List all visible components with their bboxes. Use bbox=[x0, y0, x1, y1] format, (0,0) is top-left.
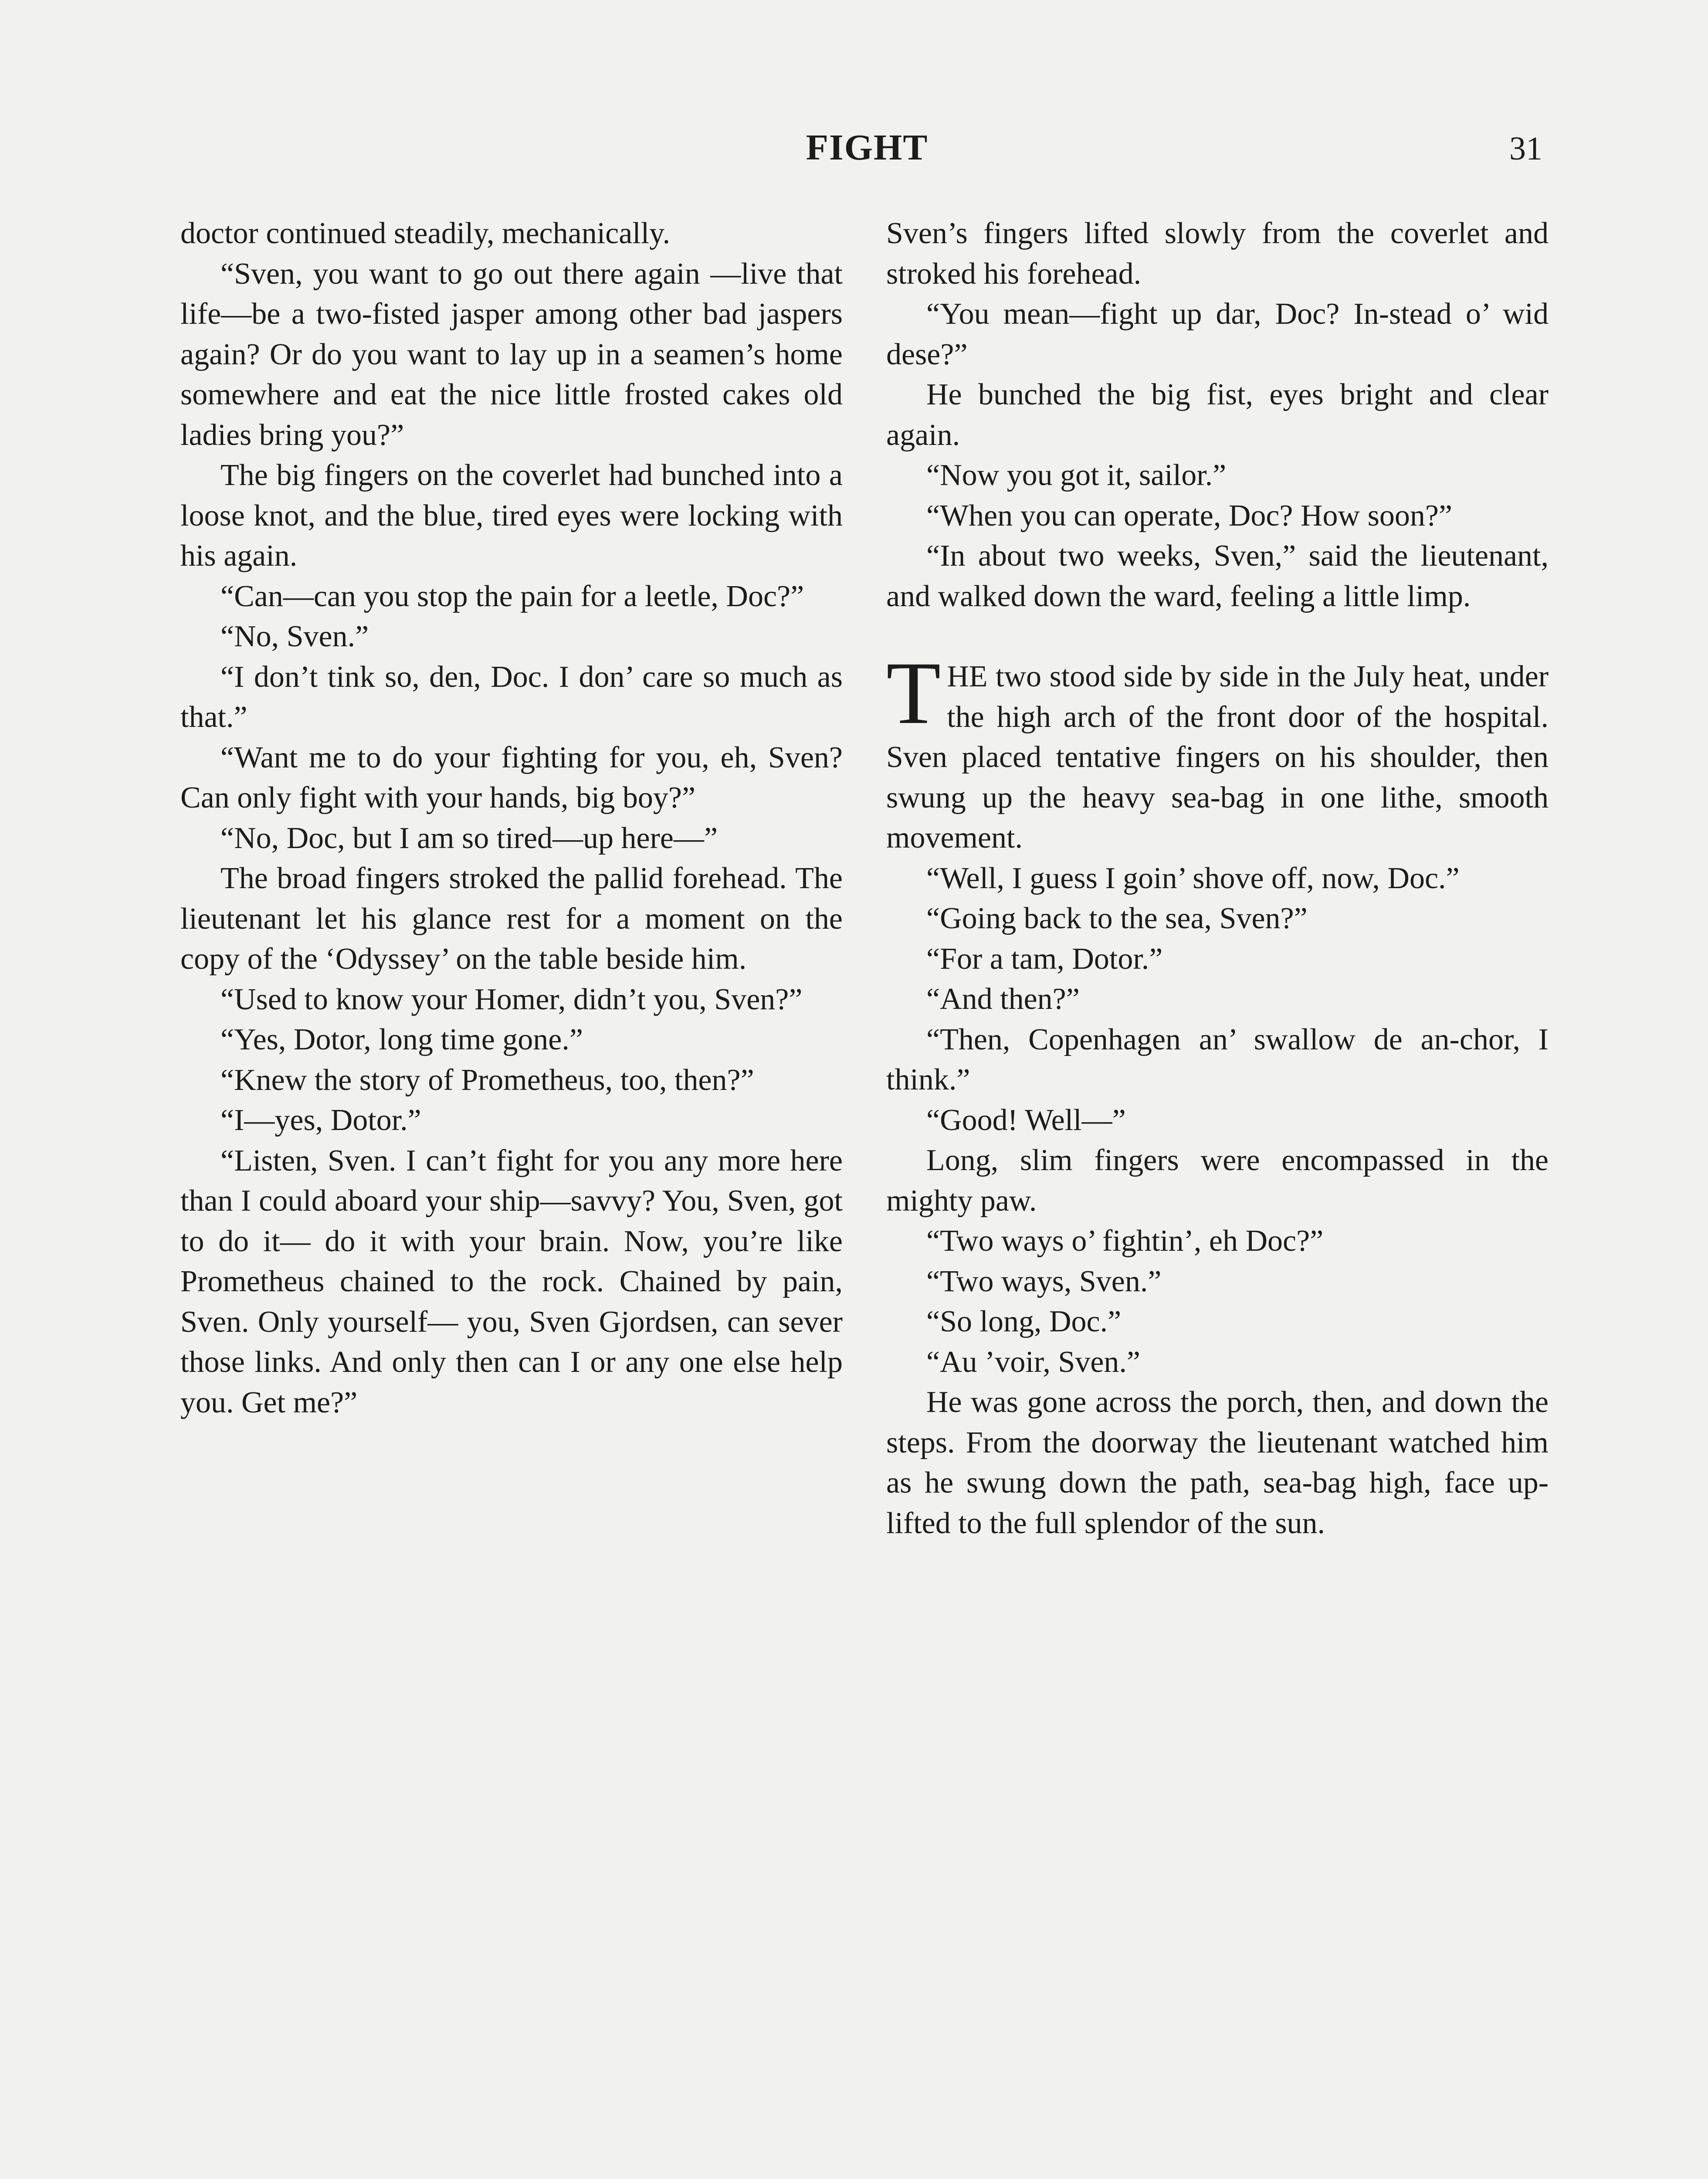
paragraph: “I don’t tink so, den, Doc. I don’ care so much as that.” bbox=[180, 660, 843, 734]
paragraph: “Can—can you stop the pain for a leetle, Doc?” bbox=[220, 579, 804, 613]
paragraph: “You mean—fight up dar, Doc? In-stead o’ wid dese?” bbox=[886, 297, 1549, 371]
paragraph: The big fingers on the coverlet had bunched into a loose knot, and the blue, tired eyes were locking with his again. bbox=[180, 458, 843, 573]
paragraph: “Listen, Sven. I can’t fight for you any more here than I could aboard your ship—savvy? You, Sven, got to do it— do it with your brain. Now, you’re like Prometheus chained to the rock. Chained by pain, Sven. Only yourself— you, Sven Gjordsen, can sever those links. And only then can I or any one else help you. Get me?” bbox=[180, 1144, 843, 1419]
paragraph: “No, Sven.” bbox=[220, 620, 369, 653]
paragraph: “Used to know your Homer, didn’t you, Sven?” bbox=[220, 982, 803, 1016]
paragraph: “Two ways, Sven.” bbox=[926, 1264, 1162, 1298]
drop-cap: T bbox=[886, 644, 941, 743]
paragraph: “Two ways o’ fightin’, eh Doc?” bbox=[926, 1224, 1324, 1258]
running-head bbox=[0, 126, 1708, 170]
paragraph: He was gone across the porch, then, and down the steps. From the doorway the lieutenant watched him as he swung down the path, sea-bag high, face up-lifted to the full splendor of the sun. bbox=[886, 1385, 1549, 1540]
paragraph: “For a tam, Dotor.” bbox=[926, 942, 1163, 976]
paragraph: “Going back to the sea, Sven?” bbox=[926, 902, 1308, 935]
paragraph: “I—yes, Dotor.” bbox=[220, 1103, 421, 1137]
paragraph: “Want me to do your fighting for you, eh, Sven? Can only fight with your hands, big boy?” bbox=[180, 740, 843, 815]
left-column bbox=[180, 214, 843, 1423]
paragraph: “Then, Copenhagen an’ swallow de an-chor, I think.” bbox=[886, 1022, 1549, 1096]
paragraph: He bunched the big fist, eyes bright and clear again. bbox=[886, 378, 1549, 452]
section-opening-paragraph bbox=[886, 644, 1549, 859]
paragraph: “So long, Doc.” bbox=[926, 1305, 1122, 1338]
paragraph: “And then?” bbox=[926, 982, 1080, 1016]
paragraph: Long, slim fingers were encompassed in the mighty paw. bbox=[886, 1144, 1549, 1218]
paragraph: doctor continued steadily, mechanically. bbox=[180, 217, 671, 250]
paragraph: “When you can operate, Doc? How soon?” bbox=[926, 499, 1452, 533]
page-number: 31 bbox=[1509, 130, 1542, 167]
paragraph: “Now you got it, sailor.” bbox=[926, 458, 1227, 492]
paragraph: “Sven, you want to go out there again —live that life—be a two-fisted jasper among other bad jaspers again? Or do you want to lay up in a seamen’s home somewhere and eat the nice little frosted cakes old ladies bring you?” bbox=[180, 257, 843, 452]
paragraph: “Well, I guess I goin’ shove off, now, Doc.” bbox=[926, 861, 1460, 895]
paragraph: Sven’s fingers lifted slowly from the coverlet and stroked his forehead. bbox=[886, 217, 1549, 291]
page-title: FIGHT bbox=[806, 127, 929, 168]
paragraph: “No, Doc, but I am so tired—up here—” bbox=[220, 821, 718, 855]
paragraph: The broad fingers stroked the pallid forehead. The lieutenant let his glance rest for a moment on the copy of the ‘Odyssey’ on the table beside him. bbox=[180, 862, 843, 976]
section-opening-text: HE two stood side by side in the July heat, under the high arch of the front door of the hospital. Sven placed tentative fingers on his shoulder, then swung up the heavy sea-bag in one lithe, smooth movement. bbox=[886, 660, 1549, 855]
right-column bbox=[886, 214, 1549, 1544]
paragraph: “Au ’voir, Sven.” bbox=[926, 1345, 1140, 1379]
paragraph: “In about two weeks, Sven,” said the lieutenant, and walked down the ward, feeling a little limp. bbox=[886, 539, 1549, 613]
paragraph: “Knew the story of Prometheus, too, then?” bbox=[220, 1063, 754, 1097]
paragraph: “Good! Well—” bbox=[926, 1103, 1126, 1137]
paragraph: “Yes, Dotor, long time gone.” bbox=[220, 1023, 583, 1056]
